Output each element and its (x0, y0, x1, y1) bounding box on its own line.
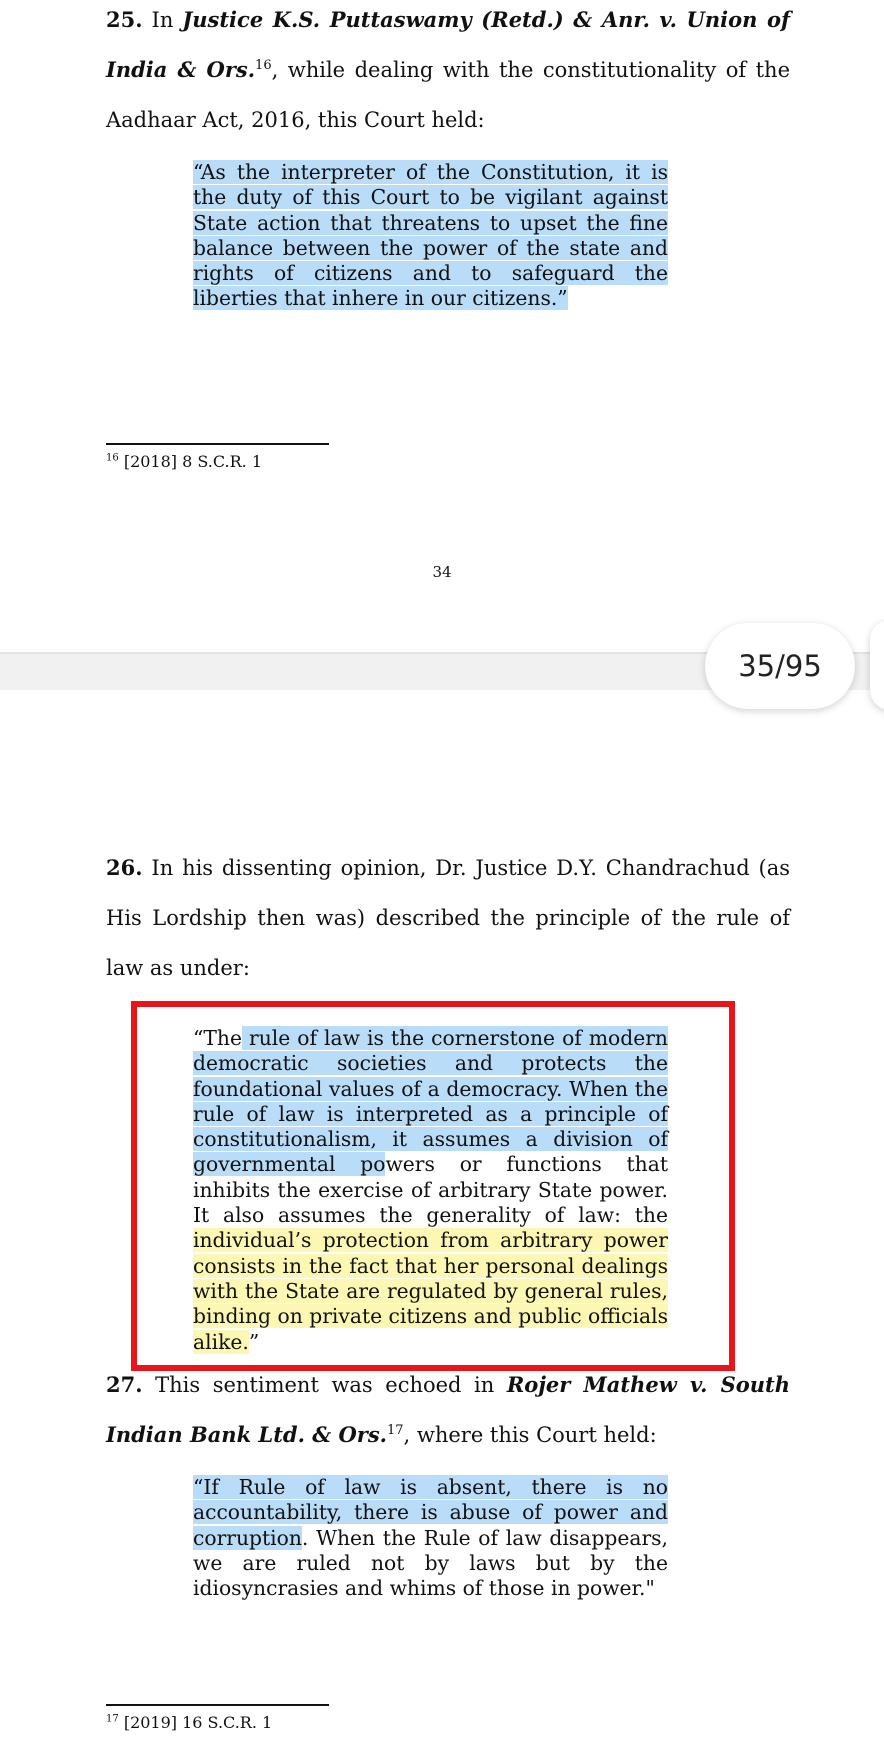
quote-block-2: “The rule of law is the cornerstone of modern democratic societies and protects the foundational values of a democracy. When the rule of law is interpreted as a principle of constitutionalism, it assumes a division of governmental powers or functions that inhibits the exercise of arbitrary State power. It also assumes the generality of law: the individual’s protection from arbitrary power consists in the fact that her personal dealings with the State are regulated by general rules, binding on private citizens and public officials alike.” (193, 1026, 668, 1354)
annotation-box (131, 1001, 735, 1371)
highlight-yellow: individual’s protection from arbitrary power consists in the fact that her personal dealings with the State are regulated by general rules, binding on private citizens and public officials alike. (193, 1228, 668, 1354)
paragraph-26: 26. In his dissenting opinion, Dr. Justice D.Y. Chandrachud (as His Lordship then was) described the principle of the rule of law as under: (106, 855, 790, 980)
paragraph-number: 26. (106, 855, 143, 880)
footnote-17: $^{17}$ [2019] 16 S.C.R. 1 (106, 1713, 273, 1732)
quote-block-1 (193, 160, 668, 312)
page-number: 34 (432, 563, 452, 581)
case-citation: Rojer Mathew v. South Indian Bank Ltd. & Ors. (106, 1372, 790, 1447)
footnote-16: $^{16}$ [2018] 8 S.C.R. 1 (106, 452, 263, 471)
quote-block-3: “If Rule of law is absent, there is no accountability, there is abuse of power and corruption. When the Rule of law disappears, we are ruled not by laws but by the idiosyncrasies and whims of those in power." (193, 1475, 668, 1601)
highlight-blue: rule of law is the cornerstone of modern democratic societies and protects the foundational values of a democracy. When the rule of law is interpreted as a principle of constitutionalism, it assumes a division of governmental po (193, 1026, 668, 1177)
paragraph-number: 25. (106, 7, 143, 32)
page-indicator[interactable]: 35/95 (705, 623, 855, 709)
case-citation: Justice K.S. Puttaswamy (Retd.) & Anr. v. Union of India & Ors. (106, 7, 790, 82)
highlight-blue: “If Rule of law is absent, there is no accountability, there is abuse of power and corruption (193, 1475, 668, 1550)
footnote-divider (106, 443, 329, 445)
paragraph-25: 25. In Justice K.S. Puttaswamy (Retd.) & Anr. v. Union of India & Ors.$^{16}$, while dealing with the constitutionality of the Aadhaar Act, 2016, this Court held: (106, 7, 791, 132)
paragraph-27: 27. This sentiment was echoed in Rojer Mathew v. South Indian Bank Ltd. & Ors.$^{17}$, where this Court held: (106, 1372, 790, 1447)
footnote-ref: 16 (255, 58, 272, 73)
highlight-blue: “As the interpreter of the Constitution, it is the duty of this Court to be vigilant against State action that threatens to upset the fine balance between the power of the state and rights of citizens and to safeguard the liberties that inhere in our citizens.” (193, 160, 668, 311)
paragraph-number: 27. (106, 1372, 143, 1397)
footnote-divider (106, 1704, 329, 1706)
scroll-handle[interactable] (870, 620, 884, 710)
footnote-ref: 17 (386, 1423, 404, 1438)
